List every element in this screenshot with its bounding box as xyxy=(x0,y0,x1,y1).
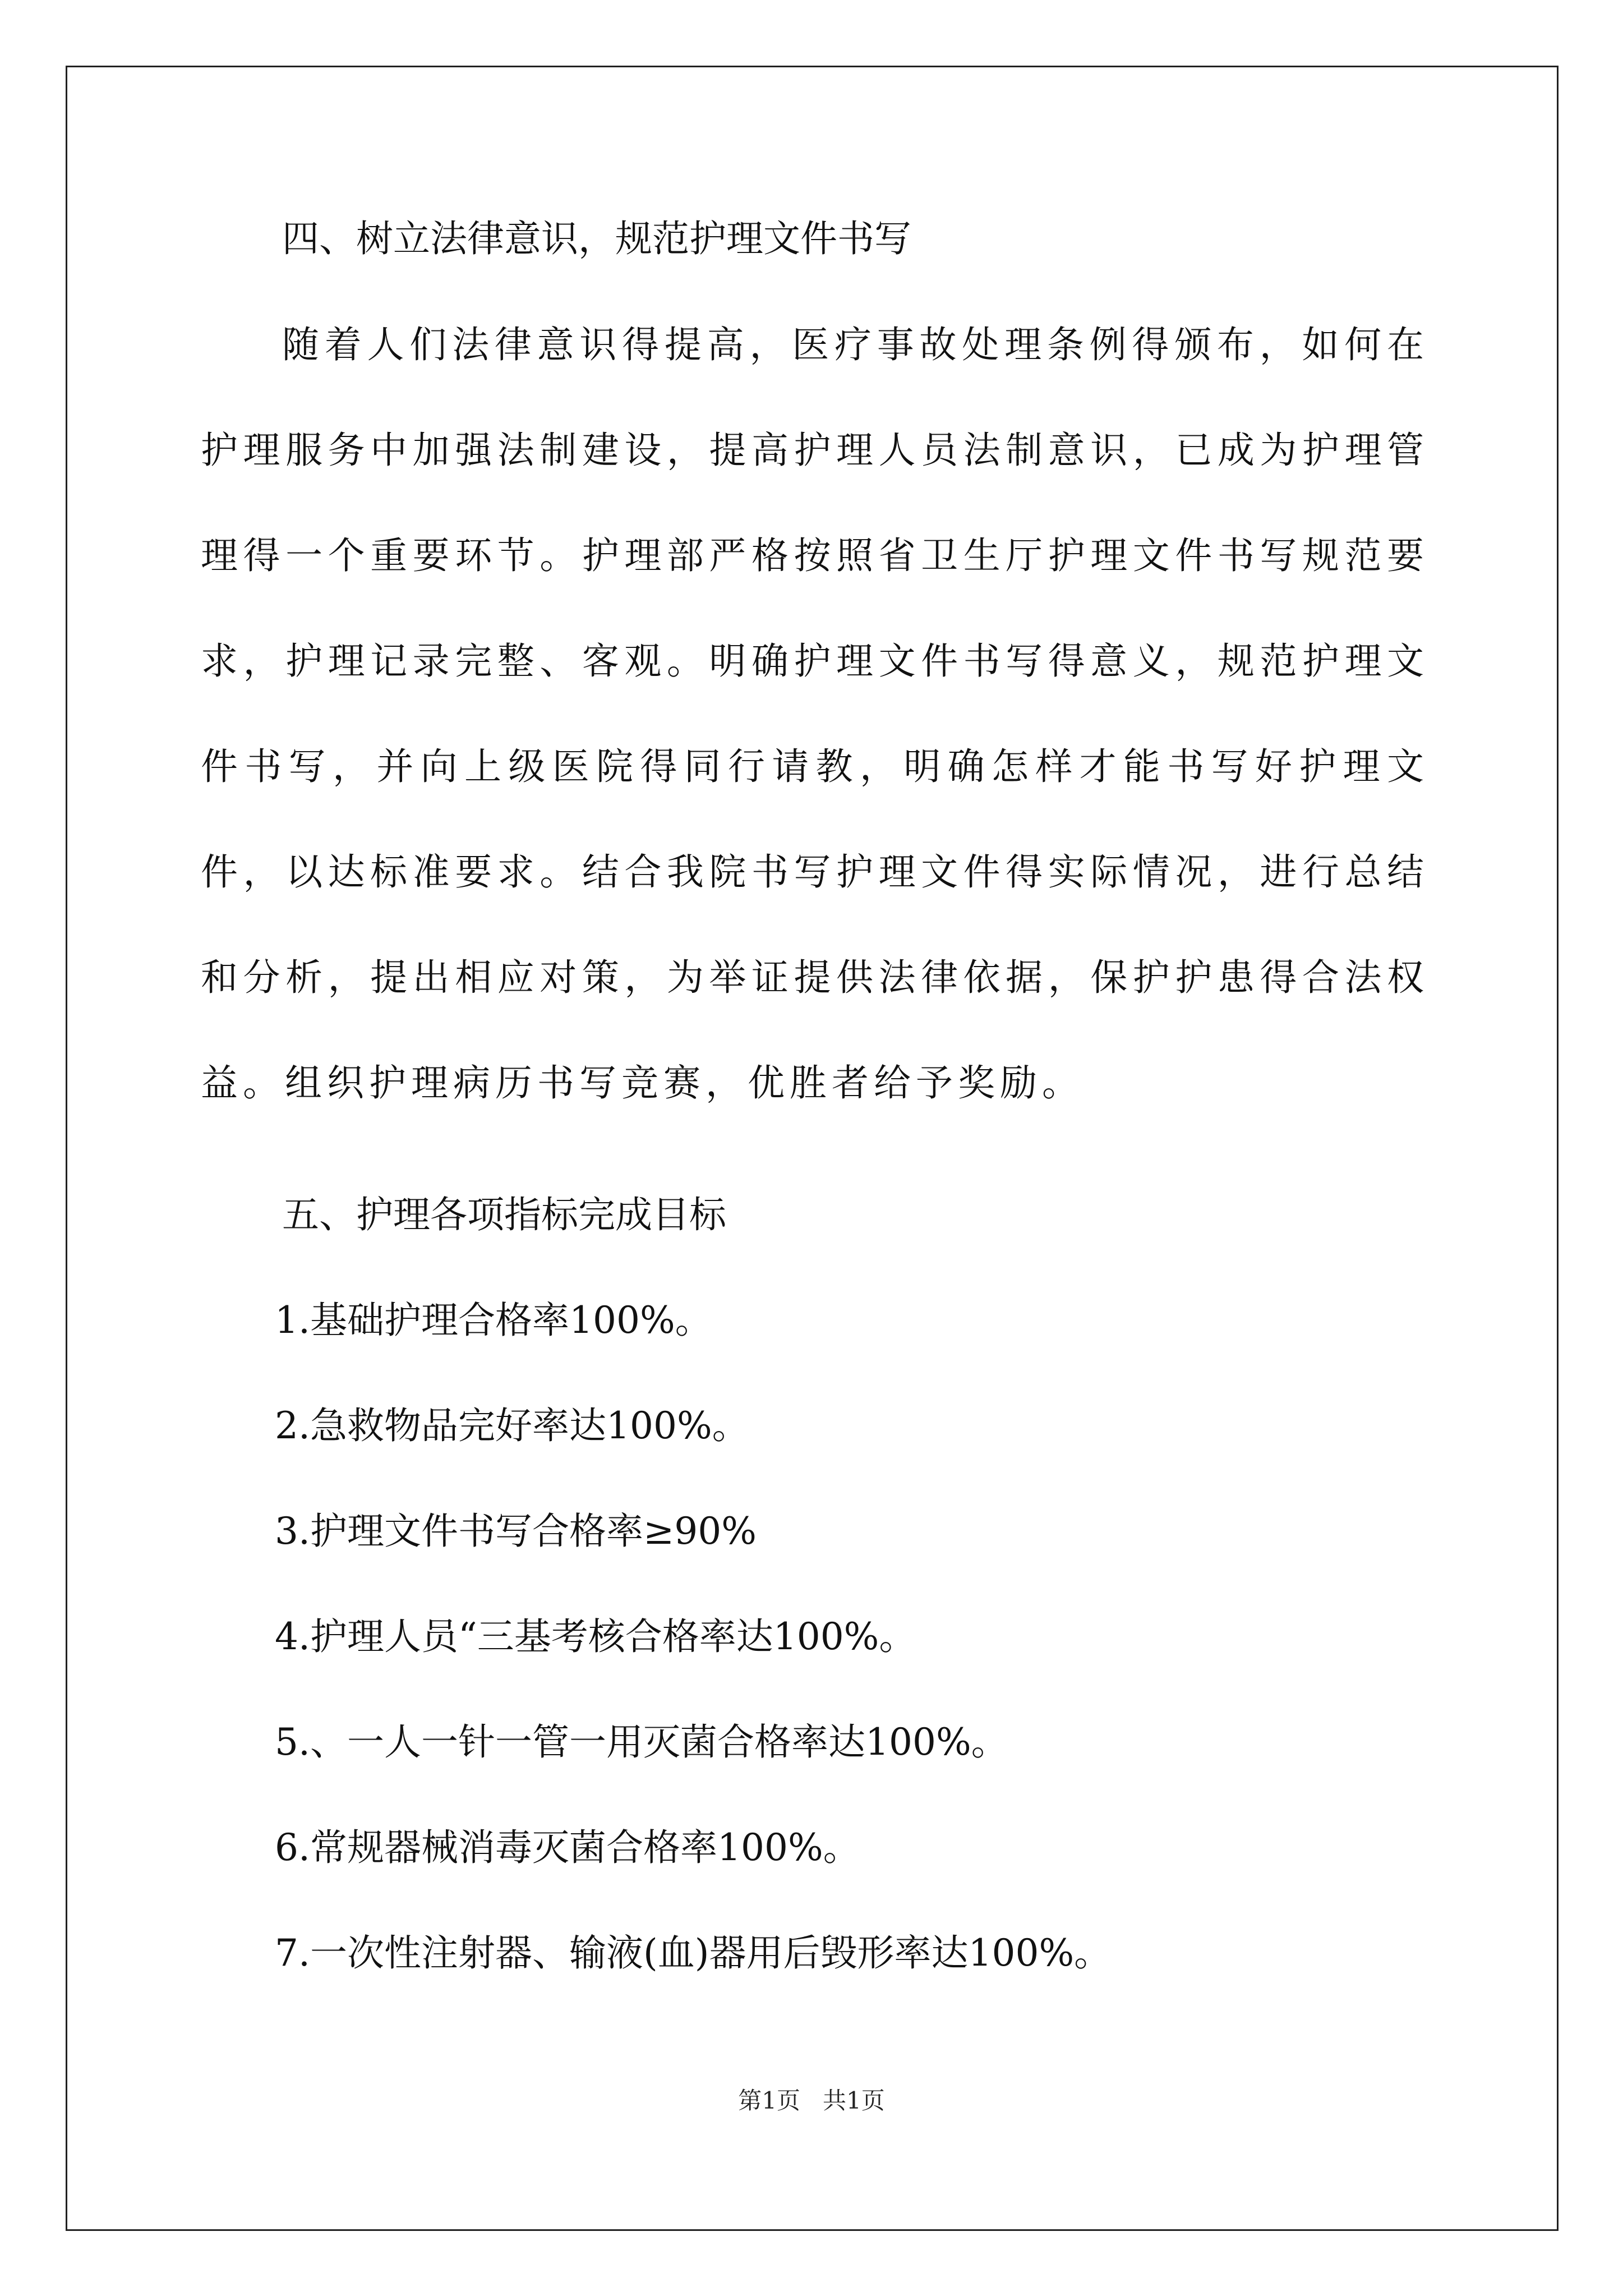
section-four xyxy=(201,213,1429,1136)
page-footer xyxy=(0,2084,1623,2118)
list-item: 4.护理人员“三基考核合格率达100%。 xyxy=(275,1615,916,1658)
list-item: 2.急救物品完好率达100%。 xyxy=(275,1404,749,1447)
target-list xyxy=(201,1295,1429,1979)
list-item: 3.护理文件书写合格率≥90% xyxy=(275,1510,757,1553)
section-four-paragraph: 随着人们法律意识得提高，医疗事故处理条例得颁布，如何在护理服务中加强法制建设，提高护理人员法制意识，已成为护理管理得一个重要环节。护理部严格按照省卫生厅护理文件书写规范要求，护理记录完整、客观。明确护理文件书写得意义，规范护理文件书写，并向上级医院得同行请教，明确怎样才能书写好护理文件，以达标准要求。结合我院书写护理文件得实际情况，进行总结和分析，提出相应对策，为举证提供法律依据，保护护患得合法权益。组织护理病历书写竞赛，优胜者给予奖励。 xyxy=(201,323,1429,1105)
section-four-heading: 四、树立法律意识，规范护理文件书写 xyxy=(282,217,911,260)
list-item: 5.、一人一针一管一用灭菌合格率达100%。 xyxy=(275,1720,1008,1764)
section-five-heading: 五、护理各项指标完成目标 xyxy=(282,1193,726,1236)
list-item: 1.基础护理合格率100%。 xyxy=(275,1299,712,1342)
section-five xyxy=(201,1189,1429,2033)
page-number-current: 第1页 xyxy=(738,2087,800,2114)
list-item: 6.常规器械消毒灭菌合格率100%。 xyxy=(275,1826,860,1869)
list-item: 7.一次性注射器、输液(血)器用后毁形率达100%。 xyxy=(275,1931,1112,1975)
page-number-total: 共1页 xyxy=(823,2087,885,2114)
